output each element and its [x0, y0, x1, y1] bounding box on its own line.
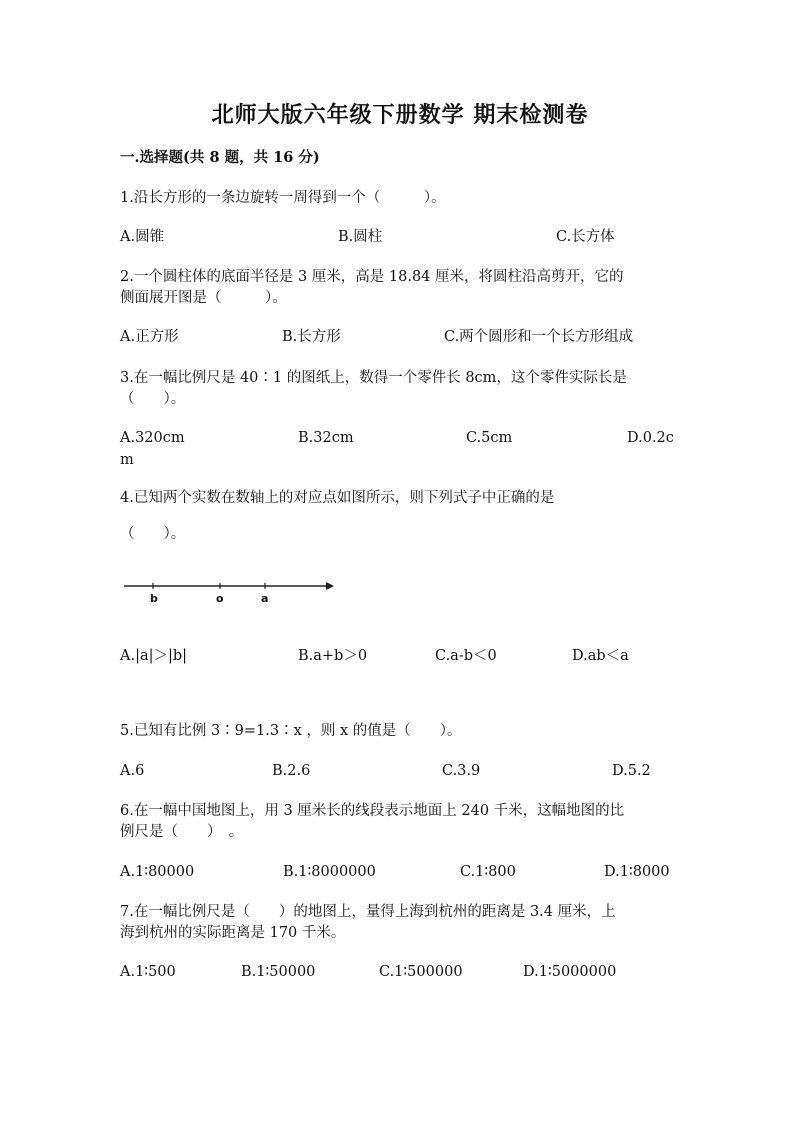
q2-option-c: C.两个圆形和一个长方形组成	[444, 329, 634, 345]
question-7-text-line2: 海到杭州的实际距离是 170 千米。	[120, 925, 346, 941]
number-line-label-o: o	[216, 592, 224, 605]
q5-option-d: D.5.2	[612, 763, 651, 779]
q6-option-c: C.1∶800	[460, 864, 516, 880]
q6-option-d: D.1∶8000	[604, 864, 670, 880]
q6-option-b: B.1∶8000000	[283, 864, 376, 880]
question-2-text-line2: 侧面展开图是（ ）。	[120, 290, 287, 306]
q6-option-a: A.1∶80000	[120, 864, 195, 880]
q5-option-b: B.2.6	[272, 763, 311, 779]
question-3-text-line2: （ ）。	[120, 391, 186, 407]
q7-option-a: A.1∶500	[120, 964, 176, 980]
q7-option-b: B.1∶50000	[241, 964, 316, 980]
question-1-text: 1.沿长方形的一条边旋转一周得到一个（ ）。	[120, 190, 446, 206]
q3-option-d-wrap: m	[120, 452, 134, 468]
q5-option-c: C.3.9	[442, 763, 481, 779]
question-3-text-line1: 3.在一幅比例尺是 40∶1 的图纸上，数得一个零件长 8cm，这个零件实际长是	[120, 370, 627, 386]
q1-option-a: A.圆锥	[120, 229, 165, 245]
q3-option-b: B.32cm	[298, 430, 354, 446]
q2-option-b: B.长方形	[282, 329, 341, 345]
page-title: 北师大版六年级下册数学 期末检测卷	[211, 102, 589, 128]
q4-option-a: A.|a|＞|b|	[120, 648, 188, 664]
number-line-label-a: a	[261, 592, 269, 605]
q3-option-c: C.5cm	[466, 430, 513, 446]
q7-option-d: D.1∶5000000	[523, 964, 617, 980]
question-6-text-line1: 6.在一幅中国地图上，用 3 厘米长的线段表示地面上 240 千米，这幅地图的比	[120, 803, 625, 819]
question-2-text-line1: 2.一个圆柱体的底面半径是 3 厘米，高是 18.84 厘米，将圆柱沿高剪开，它的	[120, 269, 624, 285]
question-6-text-line2: 例尺是（ ） 。	[120, 824, 244, 840]
q2-option-a: A.正方形	[120, 329, 179, 345]
question-7-text-line1: 7.在一幅比例尺是（ ）的地图上，量得上海到杭州的距离是 3.4 厘米，上	[120, 904, 616, 920]
number-line-figure	[120, 580, 340, 610]
q4-option-c: C.a-b＜0	[435, 648, 497, 664]
q5-option-a: A.6	[120, 763, 145, 779]
q3-option-d: D.0.2c	[627, 430, 674, 446]
q4-option-d: D.ab＜a	[572, 648, 629, 664]
section-heading: 一.选择题(共 8 题，共 16 分)	[120, 149, 320, 166]
q4-option-b: B.a+b＞0	[298, 648, 368, 664]
q3-option-a: A.320cm	[120, 430, 185, 446]
number-line-label-b: b	[150, 592, 158, 605]
question-4-text-line2: （ ）。	[120, 526, 186, 542]
q1-option-c: C.长方体	[556, 229, 615, 245]
question-5-text: 5.已知有比例 3∶9=1.3∶x ，则 x 的值是（ ）。	[120, 723, 462, 739]
q7-option-c: C.1∶500000	[379, 964, 463, 980]
q1-option-b: B.圆柱	[338, 229, 383, 245]
question-4-text-line1: 4.已知两个实数在数轴上的对应点如图所示，则下列式子中正确的是	[120, 490, 555, 506]
